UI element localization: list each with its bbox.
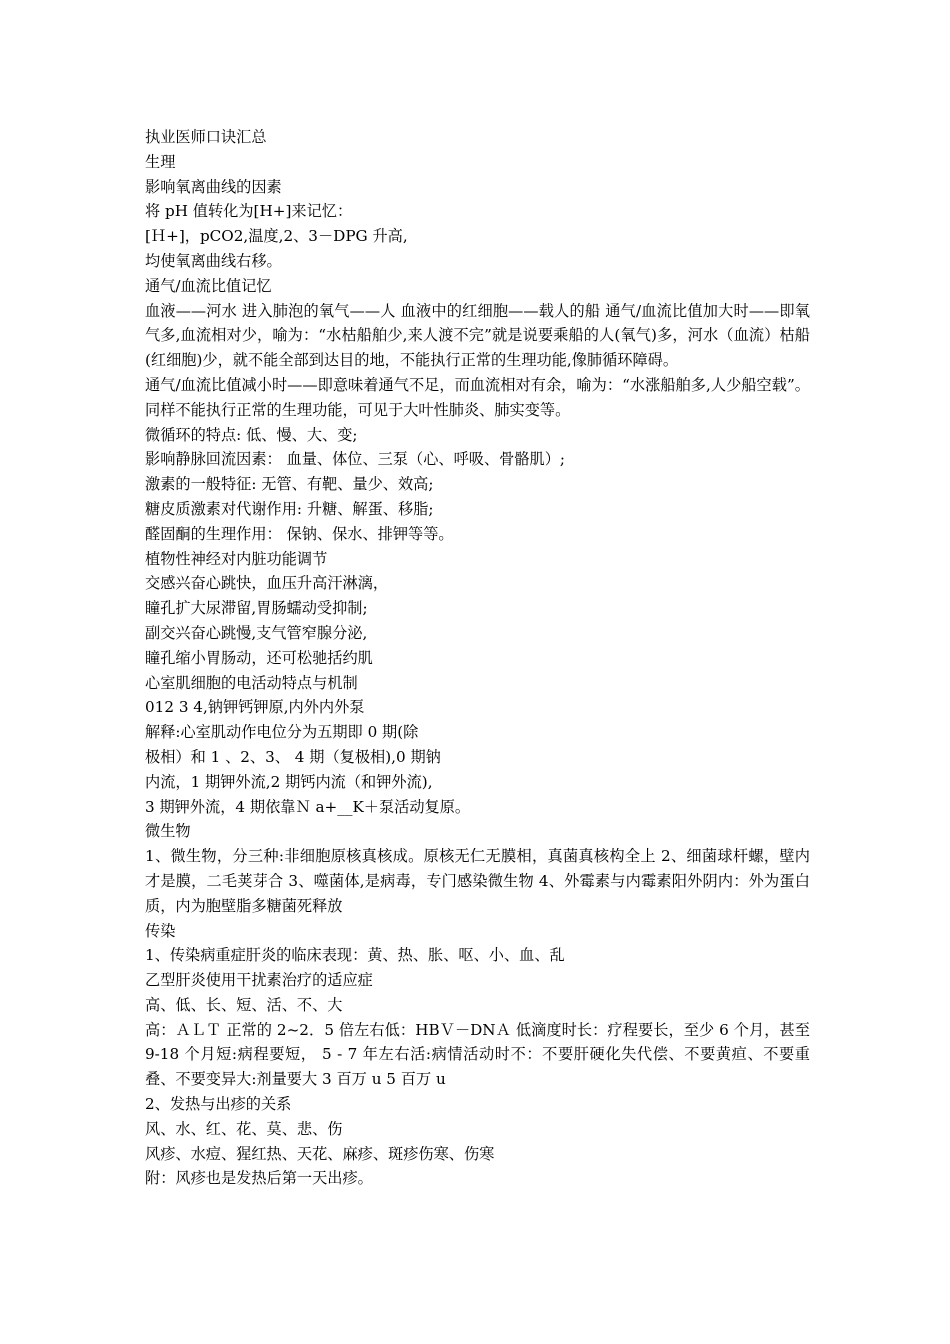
text-line: 3 期钾外流，4 期依靠Ｎ a+__K＋泵活动复原。 — [145, 797, 471, 816]
subheading-interferon: 乙型肝炎使用干扰素治疗的适应症 — [145, 971, 373, 990]
section-heading-infectious: 传染 — [145, 921, 176, 940]
subheading-oxygen-curve: 影响氧离曲线的因素 — [145, 177, 282, 196]
text-line: 极相）和 1 、2、3、 4 期（复极相),0 期钠 — [145, 747, 441, 766]
subheading-ventilation-perfusion: 通气/血流比值记忆 — [145, 276, 272, 295]
text-line: 激素的一般特征: 无管、有靶、量少、效高; — [145, 475, 434, 494]
document-body — [145, 125, 810, 1191]
paragraph: 血液——河水 进入肺泡的氧气——人 血液中的红细胞——载人的船 通气/血流比值加大时——即氧气多,血流相对少，喻为：“水枯船舶少,来人渡不完”就是说要乘船的人(氧气)多，河水（血流）枯船(红细胞)少，就不能全部到达目的地，不能执行正常的生理功能,像肺循环障碍。 — [145, 301, 810, 370]
text-line: 风疹、水痘、猩红热、天花、麻疹、斑疹伤寒、伤寒 — [145, 1144, 495, 1163]
text-line: 醛固酮的生理作用： 保钠、保水、排钾等等。 — [145, 524, 454, 543]
text-line: 1、传染病重症肝炎的临床表现：黄、热、胀、呕、小、血、乱 — [145, 946, 565, 965]
text-line: 瞳孔扩大尿滞留,胃肠蠕动受抑制; — [145, 599, 368, 618]
section-heading-microbiology: 微生物 — [145, 822, 191, 841]
paragraph: 高：ＡＬＴ 正常的 2~2．5 倍左右低：HBＶ－DNＡ 低滴度时长：疗程要长，至少 6 个月，甚至 9-18 个月短:病程要短， 5 - 7 年左右活:病情活动时不：不要肝硬化失代偿、不要黄疸、不要重叠、不要变异大:剂量要大 3 百万 u 5 百万 u — [145, 1020, 810, 1089]
text-line: 012 3 4,钠钾钙钾原,内外内外泵 — [145, 698, 365, 717]
text-line: 解释:心室肌动作电位分为五期即 0 期(除 — [145, 723, 419, 742]
text-line: 将 pH 值转化为[H+]来记忆： — [145, 202, 353, 221]
section-heading-physiology: 生理 — [145, 152, 176, 171]
document-title: 执业医师口诀汇总 — [145, 128, 267, 146]
text-line: 风、水、红、花、莫、悲、伤 — [145, 1119, 343, 1138]
subheading-fever-rash: 2、发热与出疹的关系 — [145, 1095, 292, 1114]
text-line: 内流，1 期钾外流,2 期钙内流（和钾外流), — [145, 772, 433, 791]
text-line: [Ｈ+]，pCO2,温度,2、3－DPG 升高, — [145, 227, 408, 246]
text-line: 均使氧离曲线右移。 — [145, 251, 282, 270]
text-line: 附：风疹也是发热后第一天出疹。 — [145, 1169, 373, 1188]
paragraph: 通气/血流比值减小时——即意味着通气不足，而血流相对有余，喻为：“水涨船舶多,人少船空载”。同样不能执行正常的生理功能，可见于大叶性肺炎、肺实变等。 — [145, 375, 810, 419]
subheading-autonomic: 植物性神经对内脏功能调节 — [145, 549, 328, 568]
text-line: 高、低、长、短、活、不、大 — [145, 995, 343, 1014]
text-line: 糖皮质激素对代谢作用: 升糖、解蛋、移脂; — [145, 499, 434, 518]
paragraph: 1、微生物，分三种:非细胞原核真核成。原核无仁无膜相，真菌真核构全上 2、细菌球杆螺，壁内才是膜，二毛荚芽合 3、噬菌体,是病毒，专门感染微生物 4、外霉素与内霉素阳外阴内：外为蛋白质，内为胞壁脂多糖菌死释放 — [145, 847, 810, 915]
text-line: 影响静脉回流因素： 血量、体位、三泵（心、呼吸、骨骼肌）; — [145, 450, 566, 469]
text-line: 交感兴奋心跳快，血压升高汗淋漓， — [145, 574, 388, 593]
text-line: 微循环的特点: 低、慢、大、变; — [145, 425, 358, 444]
subheading-ventricular-muscle: 心室肌细胞的电活动特点与机制 — [145, 673, 358, 692]
text-line: 副交兴奋心跳慢,支气管窄腺分泌, — [145, 623, 368, 642]
text-line: 瞳孔缩小胃肠动，还可松驰括约肌 — [145, 648, 373, 667]
